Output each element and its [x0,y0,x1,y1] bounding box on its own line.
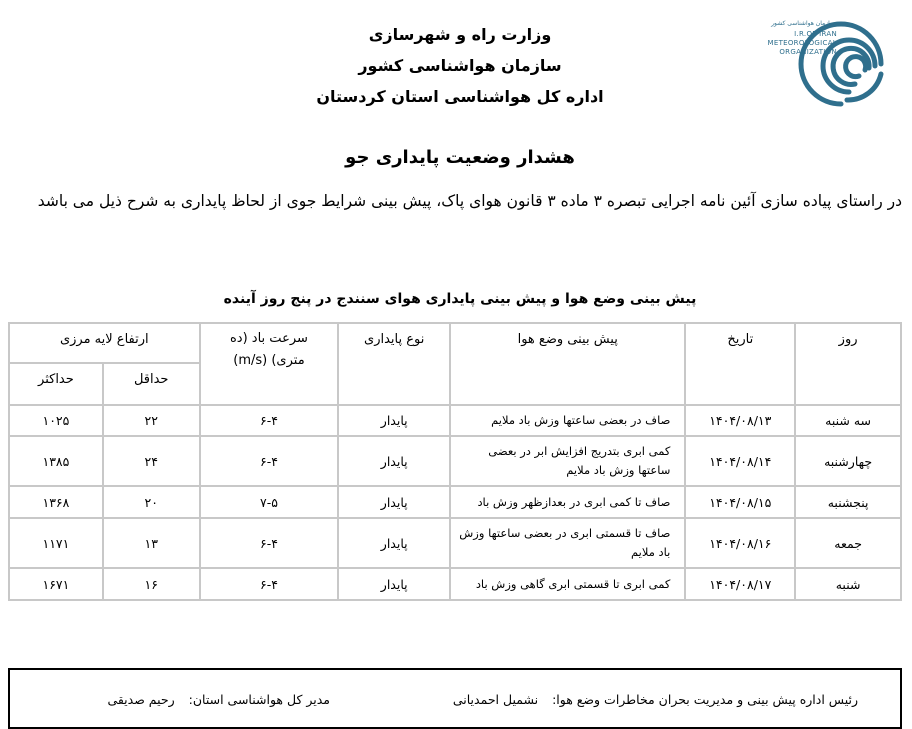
forecast-head-title: رئیس اداره پیش بینی و مدیریت بحران مخاطرات وضع هوا: [552,692,858,707]
cell-date: ۱۴۰۴/۰۸/۱۳ [685,405,795,436]
forecast-head-name: نشمیل احمدیانی [452,692,539,707]
intro-paragraph: در راستای پیاده سازی آئین نامه اجرایی تبصره ۳ ماده ۳ قانون هوای پاک، پیش بینی شرایط جوی از لحاظ پایداری به شرح ذیل می باشد [37,192,902,210]
cell-stability: پایدار [338,436,450,486]
office-name: اداره کل هواشناسی استان کردستان [316,87,604,106]
cell-day: سه شنبه [795,405,901,436]
cell-stability: پایدار [338,405,450,436]
cell-day: چهارشنبه [795,436,901,486]
logo-persian-text: سازمان هواشناسی کشور [771,20,835,27]
cell-min: ۱۳ [103,518,200,568]
cell-forecast: صاف تا کمی ابری در بعدازظهر وزش باد [450,486,685,518]
cell-max: ۱۳۸۵ [9,436,103,486]
header-date: تاریخ [685,323,795,405]
cell-min: ۲۲ [103,405,200,436]
cell-day: شنبه [795,568,901,600]
director-signature [107,692,330,707]
cell-date: ۱۴۰۴/۰۸/۱۷ [685,568,795,600]
cell-wind: ۶-۴ [200,436,339,486]
document-title: هشدار وضعیت پایداری جو [345,147,575,168]
cell-date: ۱۴۰۴/۰۸/۱۶ [685,518,795,568]
cell-date: ۱۴۰۴/۰۸/۱۵ [685,486,795,518]
cell-wind: ۶-۴ [200,405,339,436]
cell-date: ۱۴۰۴/۰۸/۱۴ [685,436,795,486]
cell-day: پنجشنبه [795,486,901,518]
cell-max: ۱۶۷۱ [9,568,103,600]
cell-max: ۱۱۷۱ [9,518,103,568]
organization-name: سازمان هواشناسی کشور [358,56,562,75]
cell-day: جمعه [795,518,901,568]
table-row [9,405,901,436]
cell-forecast: صاف تا قسمتی ابری در بعضی ساعتها وزش باد ملایم [450,518,685,568]
cell-stability: پایدار [338,518,450,568]
ministry-name: وزارت راه و شهرسازی [368,25,552,44]
director-title: مدیر کل هواشناسی استان: [188,692,330,707]
header-boundary-layer: ارتفاع لایه مرزی [9,323,200,363]
signature-box [8,668,902,729]
cell-forecast: صاف در بعضی ساعتها وزش باد ملایم [450,405,685,436]
cell-min: ۲۰ [103,486,200,518]
cell-stability: پایدار [338,486,450,518]
cell-min: ۲۴ [103,436,200,486]
table-row [9,568,901,600]
header-day: روز [795,323,901,405]
organization-logo [753,16,893,116]
header-stability: نوع پایداری [338,323,450,405]
header-wind-speed: سرعت باد (ده متری) (m/s) [200,323,339,405]
table-row [9,518,901,568]
cell-wind: ۷-۵ [200,486,339,518]
table-caption: پیش بینی وضع هوا و پیش بینی پایداری هوای سنندج در پنج روز آینده [223,291,697,307]
logo-english-text: I.R.OF IRAN METEOROLOGICAL ORGANIZATION [767,30,837,56]
forecast-table [8,322,902,601]
cell-max: ۱۰۲۵ [9,405,103,436]
cell-min: ۱۶ [103,568,200,600]
cell-wind: ۶-۴ [200,518,339,568]
header-max: حداکثر [9,363,103,405]
table-row [9,436,901,486]
cell-wind: ۶-۴ [200,568,339,600]
forecast-head-signature [453,692,858,707]
cell-forecast: کمی ابری بتدریج افزایش ابر در بعضی ساعتها وزش باد ملایم [450,436,685,486]
cell-max: ۱۳۶۸ [9,486,103,518]
cell-stability: پایدار [338,568,450,600]
header-forecast: پیش بینی وضع هوا [450,323,685,405]
director-name: رحیم صدیقی [107,692,175,707]
table-row [9,486,901,518]
cell-forecast: کمی ابری تا قسمتی ابری گاهی وزش باد [450,568,685,600]
header-min: حداقل [103,363,200,405]
